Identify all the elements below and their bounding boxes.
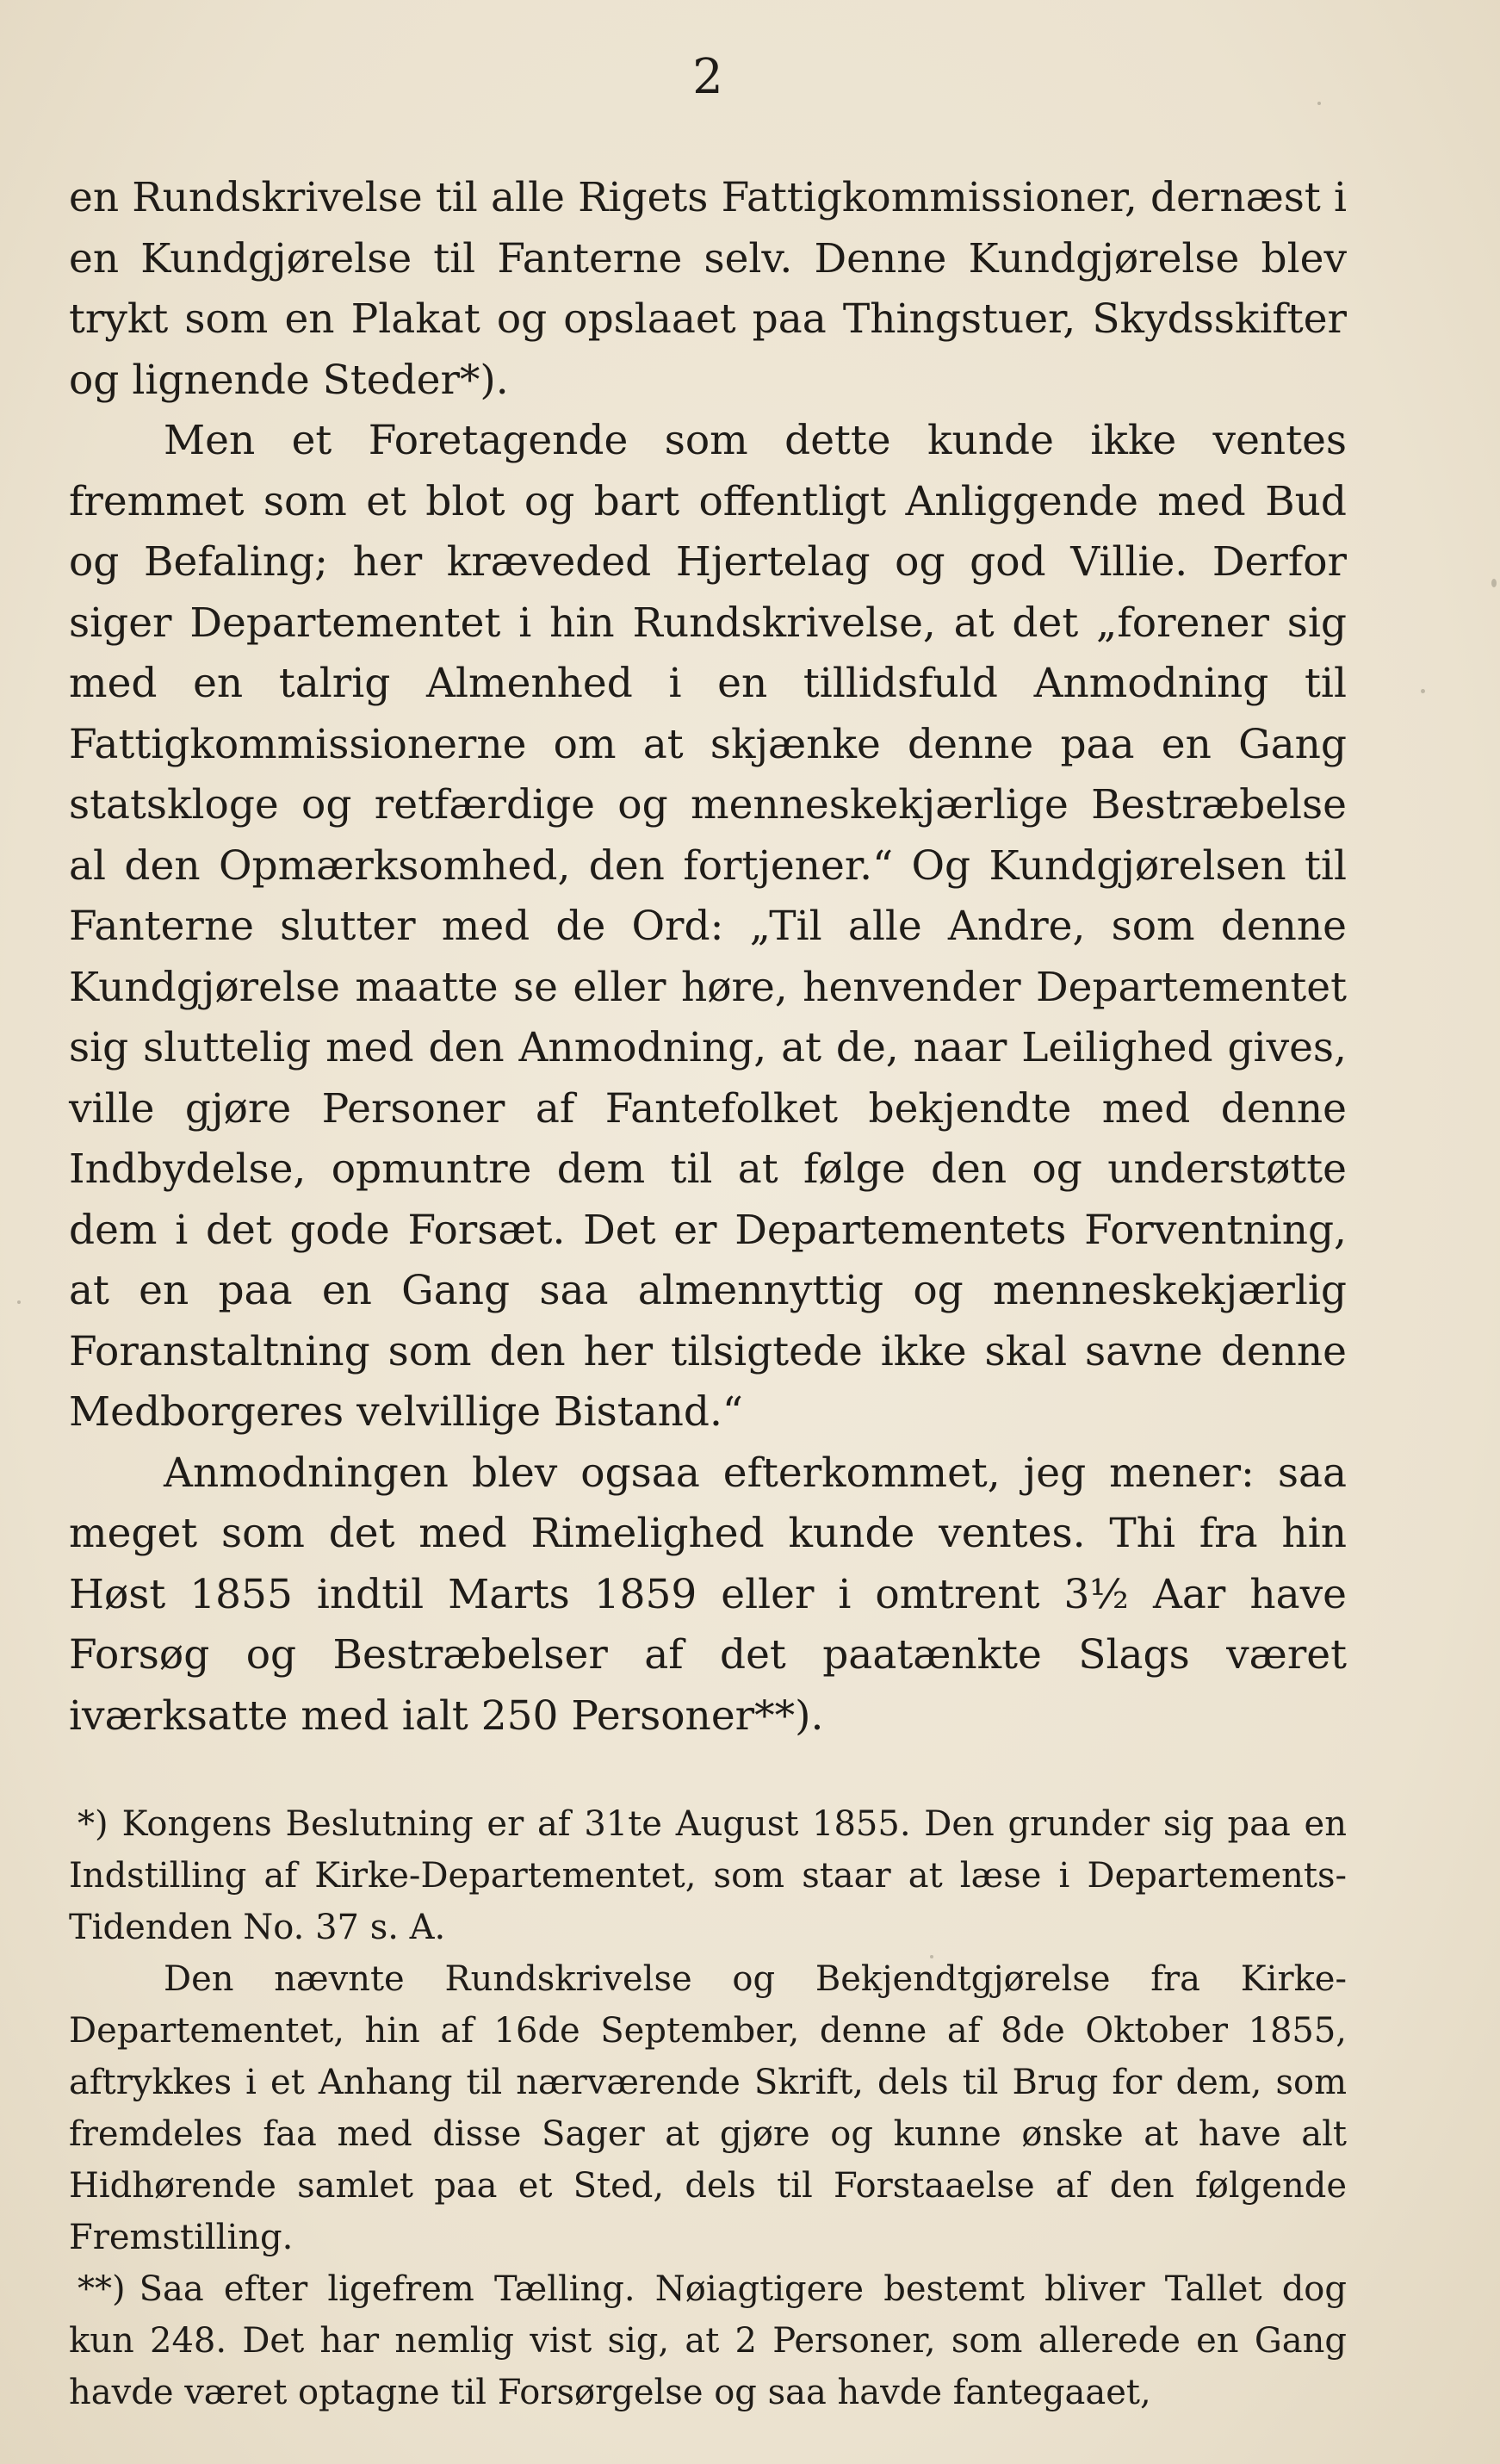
footnote-1 (69, 1798, 1347, 1953)
paragraph-1: en Rundskrivelse til alle Rigets Fattigkommissioner, dernæst i en Kundgjørelse til Fanterne selv. Denne Kundgjørelse blev trykt som en Plakat og opslaaet paa Thingstuer, Skydsskifter og lignende Steder*). (69, 174, 1347, 404)
footnote-1-continuation (69, 1953, 1347, 2263)
paragraph-3: Anmodningen blev ogsaa efterkommet, jeg mener: saa meget som det med Rimelighed kunde ventes. Thi fra hin Høst 1855 indtil Marts 1859 eller i omtrent 3½ Aar have Forsøg og Bestræbelser af det paatænkte Slags været iværksatte med ialt 250 Personer**). (69, 1449, 1347, 1740)
paper-speck (1491, 579, 1497, 587)
footnote-text: Saa efter ligefrem Tælling. Nøiagtigere bestemt bliver Tallet dog kun 248. Det har nemlig vist sig, at 2 Personer, som allerede en Gang havde været optagne til Forsørgelse og saa havde fantegaaet, (69, 2269, 1347, 2412)
footnotes (69, 1798, 1347, 2418)
paragraph-2: Men et Foretagende som dette kunde ikke ventes fremmet som et blot og bart offentligt Anliggende med Bud og Befaling; her kræveded Hjertelag og god Villie. Derfor siger Departementet i hin Rundskrivelse, at det „forener sig med en talrig Almenhed i en tillidsfuld Anmodning til Fattigkommissionerne om at skjænke denne paa en Gang statskloge og retfærdige og menneskekjærlige Bestræbelse al den Opmærksomhed, den fortjener.“ Og Kundgjørelsen til Fanterne slutter med de Ord: „Til alle Andre, som denne Kundgjørelse maatte se eller høre, henvender Departementet sig sluttelig med den Anmodning, at de, naar Leilighed gives, ville gjøre Personer af Fantefolket bekjendte med denne Indbydelse, opmuntre dem til at følge den og understøtte dem i det gode Forsæt. Det er Departementets Forventning, at en paa en Gang saa almennyttig og menneskekjærlig Foranstaltning som den her tilsigtede ikke skal savne denne Medborgeres velvillige Bistand.“ (69, 417, 1347, 1436)
paper-speck (17, 1300, 21, 1304)
footnote-marker: *) (77, 1804, 108, 1844)
page-number: 2 (692, 49, 723, 105)
footnote-text: Den nævnte Rundskrivelse og Bekjendtgjørelse fra Kirke-Departementet, hin af 16de September, denne af 8de Oktober 1855, aftrykkes i et Anhang til nærværende Skrift, dels til Brug for dem, som fremdeles faa med disse Sager at gjøre og kunne ønske at have alt Hidhørende samlet paa et Sted, dels til Forstaaelse af den følgende Fremstilling. (69, 1959, 1347, 2257)
footnote-2 (69, 2263, 1347, 2418)
footnote-marker: **) (77, 2269, 126, 2309)
paper-speck (1317, 102, 1321, 105)
paper-speck (930, 1955, 933, 1958)
footnote-text: Kongens Beslutning er af 31te August 1855. Den grunder sig paa en Indstilling af Kirke-Departementet, som staar at læse i Departements-Tidenden No. 37 s. A. (69, 1804, 1347, 1947)
paper-speck (1421, 689, 1425, 693)
body-text (69, 168, 1347, 1747)
